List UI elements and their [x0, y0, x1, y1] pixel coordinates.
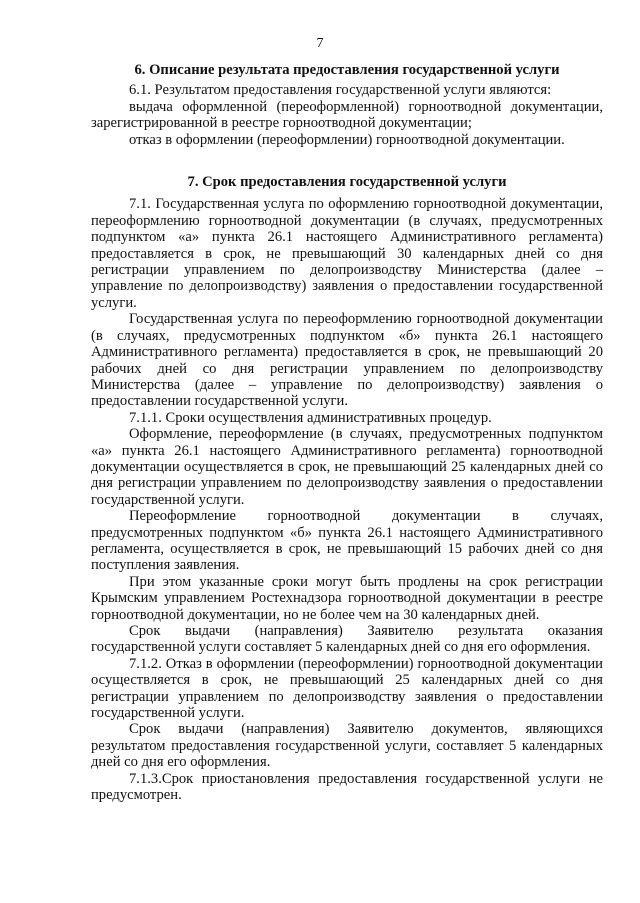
paragraph: 7.1. Государственная услуга по оформлению горноотводной документации, переоформлению горноотводной документации (в случаях, предусмотренных подпунктом «а» пункта 26.1 настоящего Административного регламента) предоставляется в срок, не превышающий 30 календарных дней со дня регистрации управлением по делопроизводству Министерства (далее – управление по делопроизводству) заявления о предоставлении государственной услуги.	[91, 196, 603, 311]
document-body	[91, 62, 603, 803]
paragraph: 7.1.3.Срок приостановления предоставления государственной услуги не предусмотрен.	[91, 770, 603, 804]
paragraph: Срок выдачи (направления) Заявителю документов, являющихся результатом предоставления государственной услуги, составляет 5 календарных дней со дня его оформления.	[91, 721, 603, 771]
paragraph: отказ в оформлении (переоформлении) горноотводной документации.	[129, 131, 565, 148]
paragraph: Государственная услуга по переоформлению горноотводной документации (в случаях, предусмотренных подпунктом «б» пункта 26.1 настоящего Административного регламента) предоставляется в срок, не превышающий 20 рабочих дней со дня регистрации управлением по делопроизводству Министерства (далее – управление по делопроизводству) заявления о предоставлении государственной услуги.	[91, 311, 603, 410]
page-number: 7	[316, 36, 324, 51]
paragraph: Срок выдачи (направления) Заявителю результата оказания государственной услуги составляет 5 календарных дней со дня его оформления.	[91, 623, 603, 656]
paragraph: 7.1.1. Сроки осуществления административных процедур.	[129, 409, 492, 426]
section-6-heading: 6. Описание результата предоставления государственной услуги	[134, 62, 560, 78]
paragraph: 6.1. Результатом предоставления государственной услуги являются:	[129, 82, 552, 99]
paragraph: При этом указанные сроки могут быть продлены на срок регистрации Крымским управлением Ростехнадзора горноотводной документации в реестре горноотводной документации, но не более чем на 30 календарных дней.	[91, 573, 603, 623]
paragraph: выдача оформленной (переоформленной) горноотводной документации, зарегистрированной в реестре горноотводной документации;	[91, 98, 603, 132]
section-7-heading: 7. Срок предоставления государственной услуги	[187, 174, 507, 191]
paragraph: 7.1.2. Отказ в оформлении (переоформлении) горноотводной документации осуществляется в срок, не превышающий 25 календарных дней со дня регистрации управлением по делопроизводству заявления о предоставлении государственной услуги.	[91, 655, 603, 722]
paragraph: Оформление, переоформление (в случаях, предусмотренных подпунктом «а» пункта 26.1 настоящего Административного регламента) горноотводной документации осуществляется в срок, не превышающий 25 календарных дней со дня регистрации управлением по делопроизводству заявления о предоставлении государственной услуги.	[91, 426, 603, 508]
paragraph: Переоформление горноотводной документации в случаях, предусмотренных подпунктом «б» пункта 26.1 настоящего Административного регламента, осуществляется в срок, не превышающий 15 рабочих дней со дня поступления заявления.	[91, 508, 603, 574]
